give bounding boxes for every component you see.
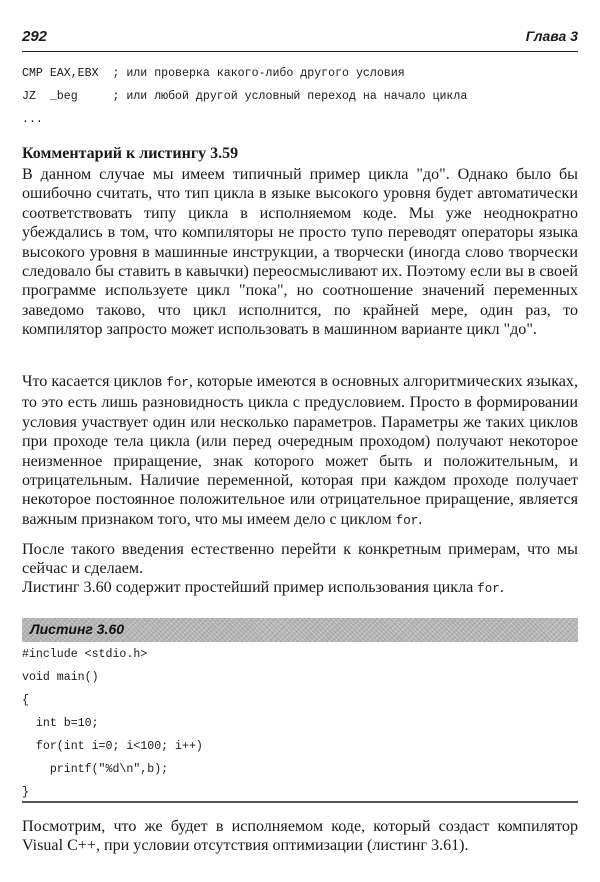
header-rule — [22, 51, 578, 52]
paragraph-4-text: . — [499, 579, 504, 596]
inline-code: for — [166, 376, 189, 390]
code-line: printf("%d\n",b); — [22, 763, 169, 776]
chapter-title: Глава 3 — [525, 28, 578, 44]
paragraph-4-text: Листинг 3.60 содержит простейший пример использования цикла — [22, 579, 478, 596]
code-line: void main() — [22, 671, 99, 684]
listing-code — [22, 643, 203, 804]
paragraph-1: В данном случае мы имеем типичный пример цикла "до". Однако было бы ошибочно считать, что тип цикла в языке высокого уровня будет автоматически соответствовать типу цикла в исполняемом коде. Мы уже неоднократно убеждались в том, что компиляторы не просто тупо переводят операторы языка высокого уровня в машинные инструкции, а творчески (иногда слово творчески следовало бы ставить в кавычки) переосмысливают их. Поэтому если вы в своей программе используете цикл "пока", но соотношение значений переменных заведомо таково, что цикл исполнится, по крайней мере, один раз, то компилятор запросто может использовать в машинном варианте цикл "до". — [22, 166, 578, 339]
code-line: #include <stdio.h> — [22, 648, 148, 661]
paragraph-2 — [22, 372, 578, 531]
listing-title: Листинг 3.60 — [30, 621, 125, 637]
paragraph-5: Посмотрим, что же будет в исполняемом коде, который создаст компилятор Visual C++, при условии отсутствия оптимизации (листинг 3.61). — [22, 818, 578, 855]
listing-end-rule — [22, 801, 578, 803]
inline-code: for — [395, 513, 419, 528]
paragraph-2-text: . — [418, 510, 423, 528]
paragraph-2-text: , которые имеются в основных алгоритмических языках, то это есть лишь разновидность цикла с предусловием. Просто в формировании условия участвует один или несколько параметров. Параметры же таких циклов при проходе тела цикла (или перед очередным проходом) получают некоторое неизменное приращение, знак которого может быть и положительным, и отрицательным. Наличие переменной, которая при каждом проходе получает некоторое постоянное положительное или отрицательное приращение, является важным признаком того, что мы имеем дело с циклом — [22, 373, 578, 528]
page-header — [22, 28, 578, 52]
page-number: 292 — [22, 28, 48, 45]
paragraph-3: После такого введения естественно перейти к конкретным примерам, что мы сейчас и сделаем. — [22, 541, 578, 578]
code-line: ... — [22, 113, 43, 126]
paragraph-2-text: Что касается циклов — [22, 373, 167, 390]
code-line: int b=10; — [22, 717, 99, 730]
code-line: for(int i=0; i<100; i++) — [22, 740, 203, 753]
comment-heading: Комментарий к листингу 3.59 — [22, 145, 239, 162]
code-line: } — [22, 786, 29, 799]
paragraph-4 — [22, 578, 578, 599]
code-line: JZ _beg ; или любой другой условный переход на начало цикла — [22, 90, 468, 103]
code-line: { — [22, 694, 29, 707]
code-fragment-top — [22, 62, 467, 131]
listing-title-bar — [22, 618, 578, 642]
code-line: CMP EAX,EBX ; или проверка какого-либо другого условия — [22, 67, 405, 80]
inline-code: for — [477, 582, 500, 596]
